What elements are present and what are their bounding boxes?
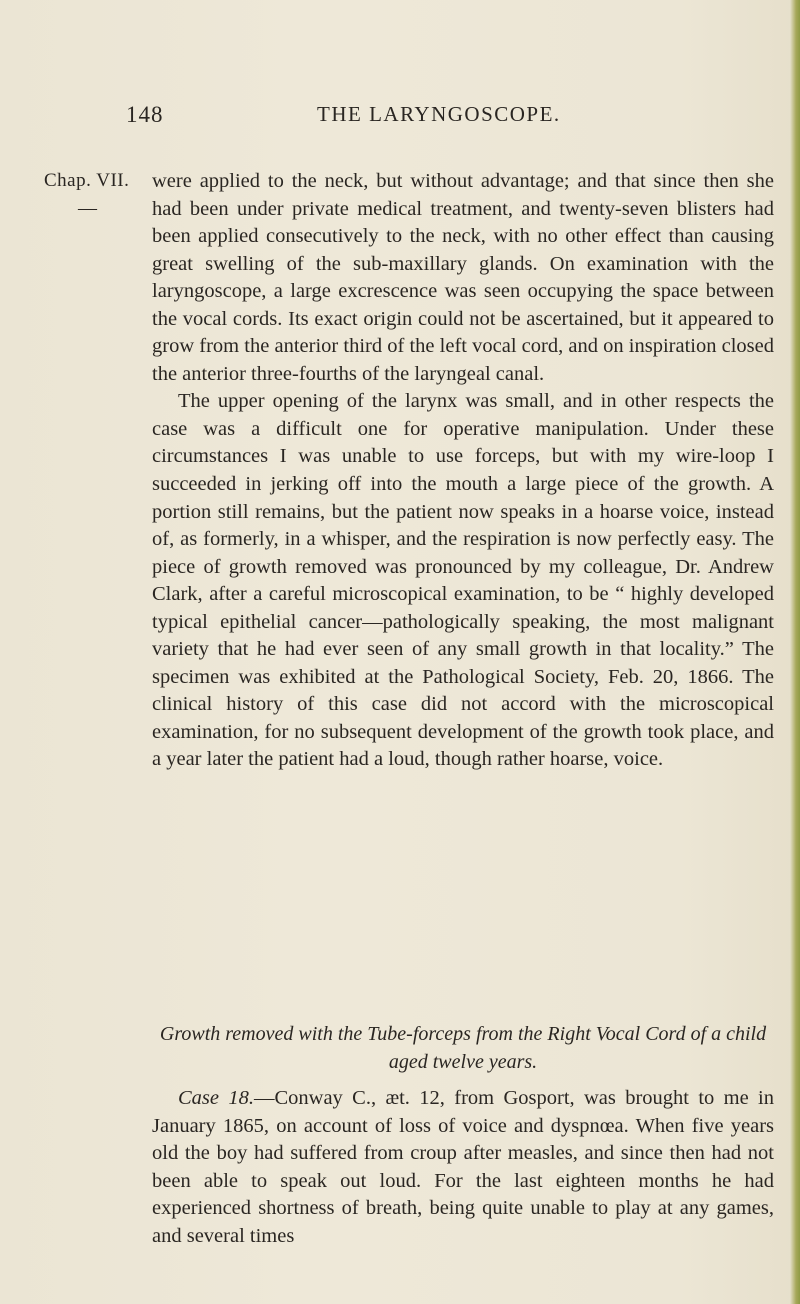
page-edge	[790, 0, 800, 1304]
case-body: —Conway C., æt. 12, from Gosport, was brought to me in January 1865, on account of loss of voice and dyspnœa. When five years old the boy had suffered from croup after measles, and since then had not been able to speak out loud. For the last eighteen months he had experienced shortness of breath, being quite unable to play at any games, and several times	[152, 1087, 774, 1247]
paragraph-continuation: were applied to the neck, but without advantage; and that since then she had been under private medical treatment, and twenty-seven blisters had been applied consecutively to the neck, with no other effect than causing great swelling of the sub-maxillary glands. On examination with the laryngoscope, a large excrescence was seen occupying the space between the vocal cords. Its exact origin could not be ascertained, but it appeared to grow from the anterior third of the left vocal cord, and on inspiration closed the anterior three-fourths of the laryngeal canal.	[152, 170, 774, 385]
page-number: 148	[126, 102, 164, 127]
margin-dash: —	[78, 198, 97, 219]
case-label: Case 18.	[178, 1087, 254, 1109]
paragraph-upper-opening: The upper opening of the larynx was small, and in other respects the case was a difficult one for operative manipulation. Under these circumstances I was unable to use forceps, but with my wire-loop I succeeded in jerking off into the mouth a large piece of the growth. A portion still remains, but the patient now speaks in a hoarse voice, instead of, as formerly, in a whisper, and the respiration is now perfectly easy. The piece of growth removed was pronounced by my colleague, Dr. Andrew Clark, after a careful microscopical examination, to be “ highly developed typical epithelial cancer—pathologically speaking, the most malignant variety that he had ever seen of any small growth in that locality.” The specimen was exhibited at the Pathological Society, Feb. 20, 1866. The clinical history of this case did not accord with the microscopical examination, for no subsequent development of the growth took place, and a year later the patient had a loud, though rather hoarse, voice.	[152, 390, 774, 771]
page-header	[0, 102, 800, 136]
body-text	[152, 168, 774, 774]
running-title: THE LARYNGOSCOPE.	[317, 102, 561, 126]
chapter-margin-label: Chap. VII.	[44, 170, 130, 191]
section-subheading: Growth removed with the Tube-forceps from the Right Vocal Cord of a child aged twelve years.	[159, 1023, 767, 1073]
case-18-text	[152, 1085, 774, 1251]
case-paragraph	[152, 1085, 774, 1251]
